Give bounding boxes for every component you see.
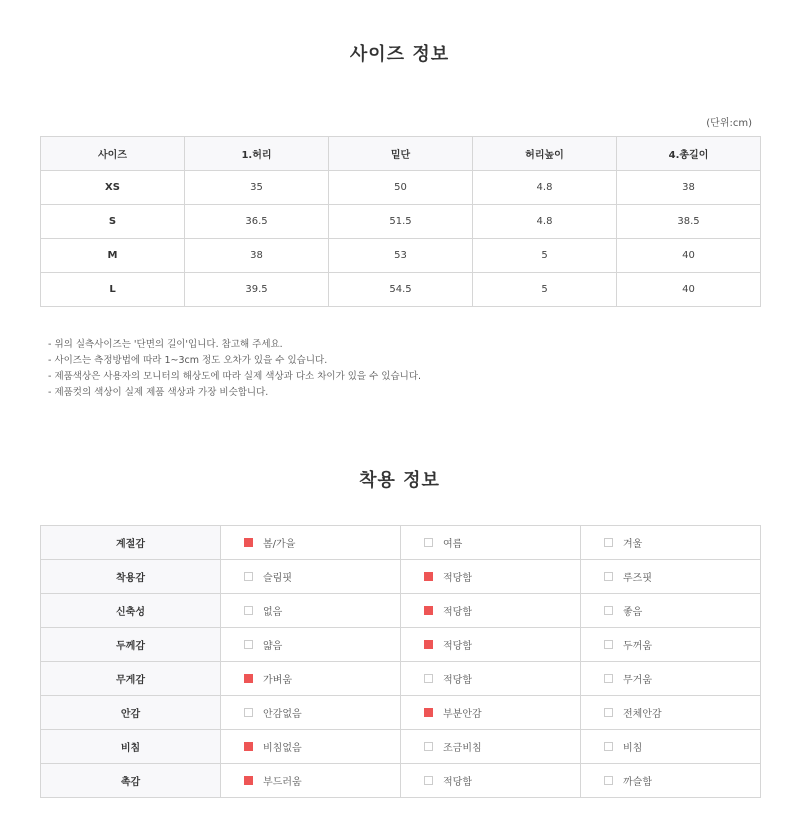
wear-option-label: 부드러움 [263,777,302,788]
size-value-cell: 5 [473,273,617,307]
size-header-cell: 사이즈 [41,137,185,171]
wear-option [401,526,581,560]
size-table-row [41,239,761,273]
size-value-cell: 35 [185,171,329,205]
checked-box-icon [424,606,433,615]
wear-option [221,560,401,594]
wear-row-label: 신축성 [41,594,221,628]
size-label-cell: S [41,205,185,239]
wear-option-label: 적당함 [443,607,472,618]
wear-row-label: 착용감 [41,560,221,594]
wear-row [41,594,761,628]
wear-option-label: 좋음 [623,607,643,618]
wear-row-label: 무게감 [41,662,221,696]
wear-option-label: 여름 [443,539,463,550]
wear-option-label: 전체안감 [623,709,662,720]
size-value-cell: 36.5 [185,205,329,239]
wear-option-label: 적당함 [443,777,472,788]
wear-option [401,628,581,662]
size-table-header-row [41,137,761,171]
wear-option [581,662,761,696]
wear-row [41,696,761,730]
wear-option-label: 가벼움 [263,675,292,686]
unchecked-box-icon [424,674,433,683]
wear-option-label: 까슬함 [623,777,652,788]
unchecked-box-icon [424,538,433,547]
wear-option-label: 봄/가을 [263,539,296,550]
wear-row [41,628,761,662]
size-value-cell: 38 [185,239,329,273]
wear-row-label: 계절감 [41,526,221,560]
unchecked-box-icon [604,708,613,717]
wear-option [581,696,761,730]
unit-label: (단위:cm) [706,118,752,129]
unchecked-box-icon [604,572,613,581]
size-value-cell: 50 [329,171,473,205]
wear-option [401,560,581,594]
size-notes [48,337,421,401]
wear-option-label: 적당함 [443,573,472,584]
size-header-cell: 밑단 [329,137,473,171]
checked-box-icon [244,538,253,547]
wear-option [221,764,401,798]
wear-option-label: 루즈핏 [623,573,652,584]
wear-option [401,594,581,628]
wear-option [221,730,401,764]
wear-option-label: 조금비침 [443,743,482,754]
unchecked-box-icon [604,538,613,547]
unchecked-box-icon [604,776,613,785]
size-label-cell: L [41,273,185,307]
wear-option-label: 비침 [623,743,643,754]
size-header-cell: 1.허리 [185,137,329,171]
size-value-cell: 4.8 [473,171,617,205]
unchecked-box-icon [604,674,613,683]
size-info-title: 사이즈 정보 [349,44,450,65]
size-table [40,136,761,307]
size-value-cell: 39.5 [185,273,329,307]
wear-option-label: 적당함 [443,675,472,686]
size-label-cell: XS [41,171,185,205]
wear-row [41,730,761,764]
checked-box-icon [244,742,253,751]
size-table-row [41,205,761,239]
checked-box-icon [244,674,253,683]
size-header-cell: 4.총길이 [617,137,761,171]
wear-option-label: 겨울 [623,539,643,550]
note-item: - 제품컷의 색상이 실제 제품 색상과 가장 비슷합니다. [48,387,269,398]
unchecked-box-icon [244,708,253,717]
wear-row [41,764,761,798]
wear-option [581,730,761,764]
note-item: - 사이즈는 측정방법에 따라 1~3cm 정도 오차가 있을 수 있습니다. [48,355,328,366]
size-value-cell: 4.8 [473,205,617,239]
wear-row-label: 안감 [41,696,221,730]
wear-option-label: 안감없음 [263,709,302,720]
checked-box-icon [424,640,433,649]
wear-option-label: 얇음 [263,641,283,652]
wear-option [581,594,761,628]
unchecked-box-icon [424,776,433,785]
wear-row [41,560,761,594]
unchecked-box-icon [604,606,613,615]
wear-option [221,696,401,730]
unchecked-box-icon [244,640,253,649]
wear-info-title: 착용 정보 [359,470,440,491]
wear-option [581,764,761,798]
wear-row [41,526,761,560]
wear-option [581,628,761,662]
wear-option-label: 두꺼움 [623,641,652,652]
size-header-cell: 허리높이 [473,137,617,171]
wear-option-label: 비침없음 [263,743,302,754]
size-value-cell: 38.5 [617,205,761,239]
wear-option [401,696,581,730]
unchecked-box-icon [604,640,613,649]
wear-row-label: 두께감 [41,628,221,662]
size-table-row [41,171,761,205]
wear-option [401,730,581,764]
size-value-cell: 51.5 [329,205,473,239]
size-value-cell: 40 [617,239,761,273]
wear-option [581,560,761,594]
unchecked-box-icon [244,606,253,615]
size-value-cell: 40 [617,273,761,307]
wear-option-label: 무거움 [623,675,652,686]
wear-row [41,662,761,696]
size-value-cell: 38 [617,171,761,205]
checked-box-icon [424,708,433,717]
unchecked-box-icon [424,742,433,751]
wear-option [221,526,401,560]
wear-option-label: 부분안감 [443,709,482,720]
size-table-row [41,273,761,307]
note-item: - 위의 실측사이즈는 '단면의 길이'입니다. 참고해 주세요. [48,339,283,350]
wear-row-label: 촉감 [41,764,221,798]
wear-option-label: 적당함 [443,641,472,652]
wear-option [221,628,401,662]
wear-option-label: 슬림핏 [263,573,292,584]
checked-box-icon [244,776,253,785]
size-value-cell: 53 [329,239,473,273]
size-label-cell: M [41,239,185,273]
size-value-cell: 54.5 [329,273,473,307]
wear-table [40,525,761,798]
wear-option-label: 없음 [263,607,283,618]
size-value-cell: 5 [473,239,617,273]
wear-option [401,764,581,798]
wear-option [221,594,401,628]
note-item: - 제품색상은 사용자의 모니터의 해상도에 따라 실제 색상과 다소 차이가 있을 수 있습니다. [48,371,422,382]
wear-option [581,526,761,560]
unchecked-box-icon [604,742,613,751]
wear-option [221,662,401,696]
unchecked-box-icon [244,572,253,581]
wear-option [401,662,581,696]
wear-row-label: 비침 [41,730,221,764]
checked-box-icon [424,572,433,581]
